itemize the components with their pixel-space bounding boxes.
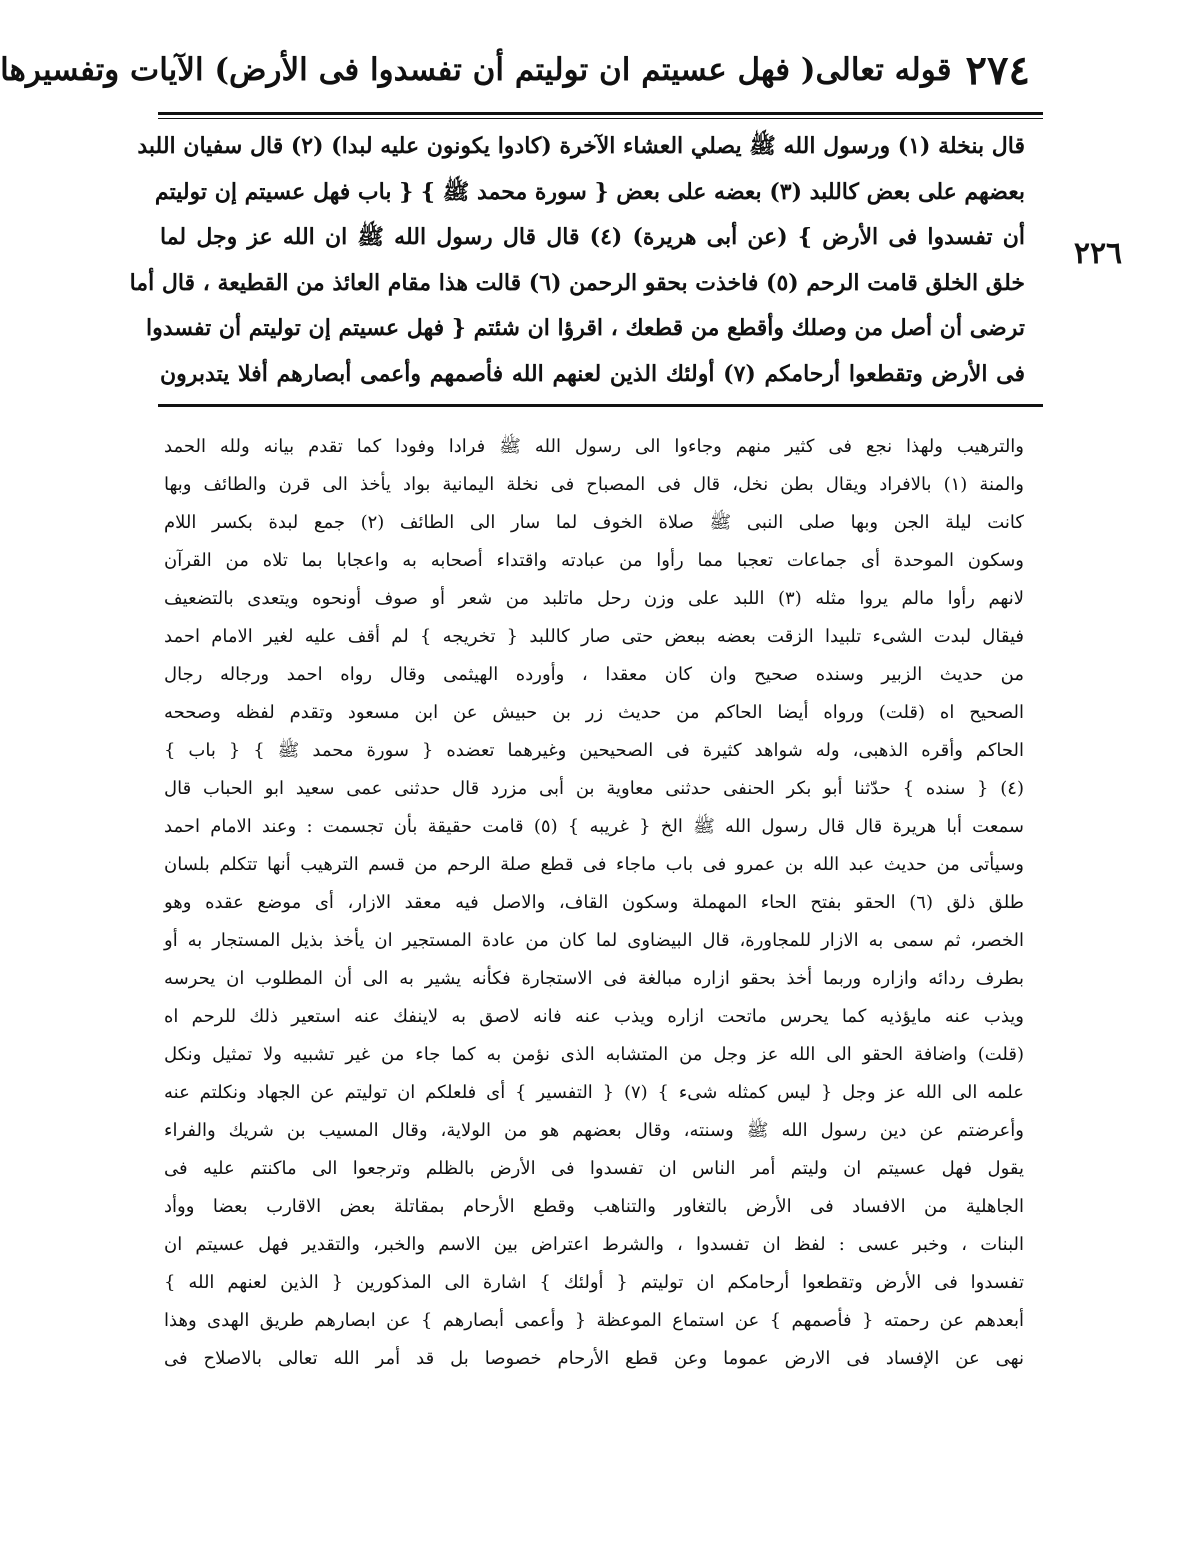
commentary-line: يقول فهل عسيتم ان وليتم أمر الناس ان تفسدوا فى الأرض بالظلم وترجعوا الى ماكنتم عليه فى xyxy=(164,1158,1024,1179)
commentary-line: تفسدوا فى الأرض وتقطعوا أرحامكم ان توليتم { أولئك } اشارة الى المذكورين { الذين لعنهم الله } xyxy=(164,1272,1024,1293)
commentary-line: والترهيب ولهذا نجع فى كثير منهم وجاءوا الى رسول الله ﷺ فرادا وفودا كما تقدم بيانه ولله الحمد xyxy=(164,436,1024,457)
commentary-line: ويذب عنه مايؤذيه كما يحرس ماتحت ازاره ويذب عنه فانه لاصق به لاينفك عنه استعير ذلك للرحم اه xyxy=(164,1006,1024,1027)
commentary-line: الجاهلية من الافساد فى الأرض بالتغاور والتناهب وقطع الأرحام بمقاتلة بعض الاقارب بعضا ووأد xyxy=(164,1196,1024,1217)
hadith-line: ترضى أن أصل من وصلك وأقطع من قطعك ، اقرؤا ان شئتم { فهل عسيتم إن توليتم أن تفسدوا xyxy=(146,315,1025,341)
commentary-line: الصحيح اه (قلت) ورواه أيضا الحاكم من حديث زر بن حبيش عن ابن مسعود وتقدم لفظه وصححه xyxy=(164,702,1024,723)
running-title: قوله تعالى( فهل عسيتم ان توليتم أن تفسدوا فى الأرض) الآيات وتفسيرها xyxy=(0,52,952,88)
header-rule xyxy=(158,112,1043,119)
commentary-line: علمه الى الله عز وجل { ليس كمثله شىء } (٧) { التفسير } أى فلعلكم ان توليتم عن الجهاد ونكلتم عنه xyxy=(164,1082,1024,1103)
hadith-line: خلق الخلق قامت الرحم (٥) فاخذت بحقو الرحمن (٦) قالت هذا مقام العائذ من القطيعة ، قال أما xyxy=(129,269,1025,296)
commentary-line: كانت ليلة الجن وبها صلى النبى ﷺ صلاة الخوف لما سار الى الطائف (٢) جمع لبدة بكسر اللام xyxy=(164,512,1024,533)
commentary-line: أبعدهم عن رحمته { فأصمهم } عن استماع الموعظة { وأعمى أبصارهم } عن ابصارهم طريق الهدى وهذا xyxy=(164,1310,1024,1331)
commentary-line: لانهم رأوا مالم يروا مثله (٣) اللبد على وزن رحل ماتلبد من شعر أو صوف أونحوه ويتعدى بالتضعيف xyxy=(164,588,1025,609)
commentary-line: (قلت) واضافة الحقو الى الله عز وجل من المتشابه الذى نؤمن به كما جاء من غير تشبيه ولا تمثيل ونكل xyxy=(164,1044,1024,1065)
section-separator xyxy=(158,404,1043,407)
hadith-line: فى الأرض وتقطعوا أرحامكم (٧) أولئك الذين لعنهم الله فأصمهم وأعمى أبصارهم أفلا يتدبرون xyxy=(160,360,1025,387)
commentary-line: والمنة (١) بالافراد ويقال بطن نخل، قال فى المصباح فى نخلة اليمانية بواد يأخذ الى قرن والطائف وبها xyxy=(164,474,1024,495)
hadith-text xyxy=(129,124,1025,397)
commentary-line: من حديث الزبير وسنده صحيح وان كان معقدا ، وأورده الهيثمى وقال رواه احمد ورجاله رجال xyxy=(164,664,1024,685)
hadith-number: ٢٢٦ xyxy=(1073,236,1123,271)
page-number: ٢٧٤ xyxy=(965,46,1030,94)
page-header xyxy=(0,40,1030,100)
hadith-line: بعضهم على بعض كاللبد (٣) بعضه على بعض { سورة محمد ﷺ } { باب فهل عسيتم إن توليتم xyxy=(154,178,1025,205)
commentary-line: (٤) { سنده } حدّثنا أبو بكر الحنفى حدثنى معاوية بن أبى مزرد قال حدثنى عمى سعيد ابو الحباب قال xyxy=(164,778,1024,799)
commentary-line: الخصر، ثم سمى به الازار للمجاورة، قال البيضاوى لما كان من عادة المستجير ان يأخذ بذيل المستجار به أو xyxy=(164,930,1024,951)
commentary-line: البنات ، وخبر عسى : لفظ ان تفسدوا ، والشرط اعتراض بين الاسم والخبر، والتقدير فهل عسيتم ان xyxy=(164,1234,1024,1255)
commentary-line: وسيأتى من حديث عبد الله بن عمرو فى باب ماجاء فى قطع صلة الرحم من قسم الترهيب أنها تتكلم بلسان xyxy=(164,854,1024,875)
commentary-line: بطرف ردائه وازاره وربما أخذ بحقو ازاره مبالغة فى الاستجارة فكأنه يشير به الى أن المطلوب ان يحرسه xyxy=(164,968,1024,989)
commentary-line: وسكون الموحدة أى جماعات تعجبا مما رأوا من عبادته واقتداء أصحابه به واعجابا بما تلاه من القرآن xyxy=(164,550,1024,571)
hadith-line: قال بنخلة (١) ورسول الله ﷺ يصلي العشاء الآخرة (كادوا يكونون عليه لبدا) (٢) قال سفيان اللبد xyxy=(137,133,1025,159)
commentary-line: فيقال لبدت الشىء تلبيدا الزقت بعضه ببعض حتى صار كاللبد { تخريجه } لم أقف عليه لغير الامام احمد xyxy=(164,626,1024,647)
commentary-line: طلق ذلق (٦) الحقو بفتح الحاء المهملة وسكون القاف، والاصل فيه معقد الازار، أى موضع عقده وهو xyxy=(164,892,1025,913)
commentary-line: سمعت أبا هريرة قال قال رسول الله ﷺ الخ { غريبه } (٥) قامت حقيقة بأن تجسمت : وعند الامام احمد xyxy=(164,816,1025,837)
commentary-line: نهى عن الإفساد فى الارض عموما وعن قطع الأرحام خصوصا بل قد أمر الله تعالى بالاصلاح فى xyxy=(164,1348,1024,1369)
hadith-line: أن تفسدوا فى الأرض } (عن أبى هريرة) (٤) قال قال رسول الله ﷺ ان الله عز وجل لما xyxy=(160,224,1025,250)
commentary-line: الحاكم وأقره الذهبى، وله شواهد كثيرة فى الصحيحين وغيرهما تعضده { سورة محمد ﷺ } { باب } xyxy=(164,740,1024,761)
commentary-line: وأعرضتم عن دين رسول الله ﷺ وسنته، وقال بعضهم هو من الولاية، وقال المسيب بن شريك والفراء xyxy=(164,1120,1024,1141)
commentary-text xyxy=(164,428,1024,1378)
